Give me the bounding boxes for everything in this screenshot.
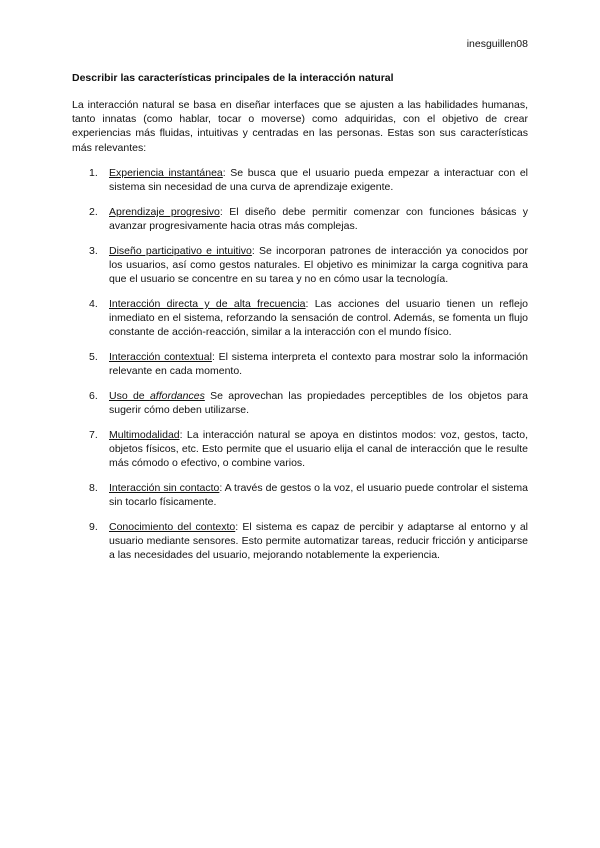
item-term: Conocimiento del contexto [109,520,236,533]
item-text: : Se incorporan patrones de interacción ya conocidos por los usuarios, así como gestos naturales. El objetivo es minimizar la carga cognitiva para que el usuario se concentre en su tarea y no en cómo usar la tecnología. [109,244,529,286]
item-text: Se aprovechan las propiedades perceptibles de los objetos para sugerir cómo deben utilizarse. [109,389,528,417]
item-number: 8. [89,481,98,494]
list-item-conocimiento-contexto [72,520,528,563]
item-term: Aprendizaje progresivo [109,205,220,218]
item-text: : A través de gestos o la voz, el usuario puede controlar el sistema sin tocarlo físicamente. [109,481,529,509]
list-item-uso-affordances [72,389,528,417]
item-number: 5. [89,351,98,364]
item-term: Experiencia instantánea [109,167,223,179]
item-number: 4. [89,297,98,310]
item-number: 2. [89,205,98,218]
item-text: : El sistema interpreta el contexto para mostrar solo la información relevante en cada momento. [109,351,528,378]
characteristics-list [72,166,528,573]
item-term [109,390,205,402]
item-term: Interacción sin contacto [109,481,220,494]
list-item-interaccion-contextual [72,350,528,378]
list-item-diseno-participativo [72,244,528,287]
list-item-interaccion-sin-contacto [72,481,528,509]
item-number: 9. [89,520,98,533]
header-username: inesguillen08 [466,38,528,50]
item-number: 6. [89,389,98,402]
item-text: : La interacción natural se apoya en distintos modos: voz, gestos, tacto, objetos físicos, etc. Esto permite que el usuario elija el canal de interacción que le resulte más cómodo o efectivo, o combine varios. [109,428,528,470]
item-term: Interacción directa y de alta frecuencia [109,297,306,310]
item-number: 3. [89,244,98,257]
list-item-interaccion-directa [72,297,528,340]
item-text: : Se busca que el usuario pueda empezar a interactuar con el sistema sin necesidad de una curva de aprendizaje exigente. [109,167,528,194]
list-item-aprendizaje-progresivo [72,205,528,233]
item-term: Interacción contextual [109,351,212,364]
item-term-prefix: Uso de [109,389,150,402]
item-text: : El sistema es capaz de percibir y adaptarse al entorno y al usuario mediante sensores. Esto permite automatizar tareas, reducir fricción y anticiparse a las necesidades del usuario, mejorando notablemente la experiencia. [109,520,528,562]
list-item-experiencia-instantanea [72,166,528,194]
item-text: : Las acciones del usuario tienen un reflejo inmediato en el sistema, reforzando la sensación de control. Además, se fomenta un flujo constante de acción-reacción, similar a la interacción con el mundo físico. [109,297,528,339]
list-item-multimodalidad [72,428,528,471]
item-number: 1. [89,167,98,179]
item-number: 7. [89,428,98,441]
item-term: Multimodalidad [109,428,180,441]
item-term-italic: affordances [149,389,205,402]
item-text: : El diseño debe permitir comenzar con funciones básicas y avanzar progresivamente hacia otras más complejas. [109,205,528,233]
item-term: Diseño participativo e intuitivo [109,244,252,257]
intro-paragraph: La interacción natural se basa en diseñar interfaces que se ajusten a las habilidades humanas, tanto innatas (como hablar, tocar o moverse) como adquiridas, con el objetivo de crear experiencias más fluidas, intuitivas y centradas en las personas. Estas son sus características más relevantes: [72,99,528,154]
document-title: Describir las características principales de la interacción natural [72,72,394,84]
